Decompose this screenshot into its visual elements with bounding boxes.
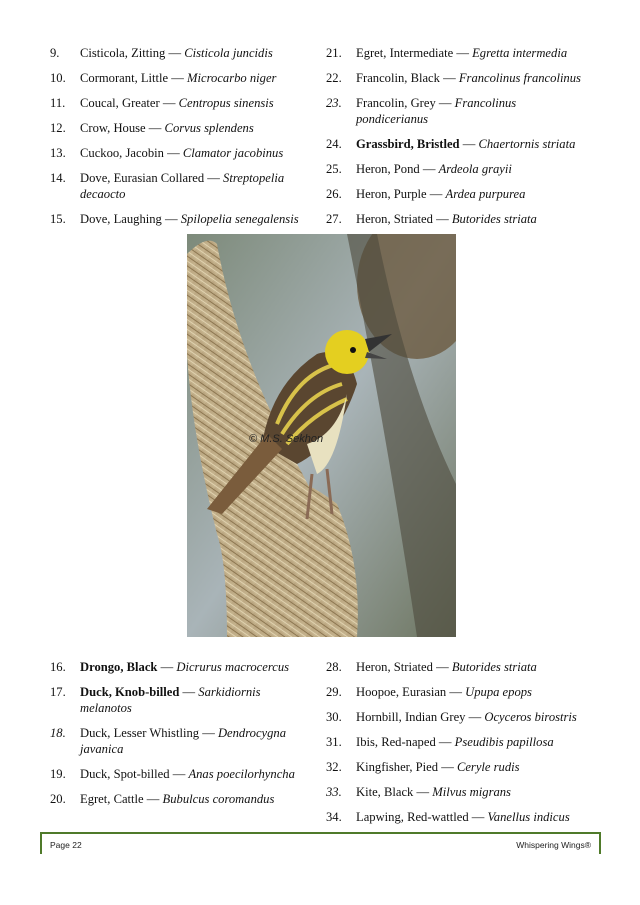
common-name: Dove, Laughing xyxy=(80,212,162,226)
common-name: Cuckoo, Jacobin xyxy=(80,146,164,160)
dash: — xyxy=(143,792,163,806)
species-list-top-left xyxy=(50,45,310,236)
item-number: 10. xyxy=(50,71,66,85)
scientific-name: Sarkidiornis melanotos xyxy=(80,685,261,715)
item-number: 30. xyxy=(326,710,342,724)
dash: — xyxy=(157,660,177,674)
scientific-name: Upupa epops xyxy=(465,685,532,699)
species-item xyxy=(50,684,312,716)
species-list-bottom-right xyxy=(326,659,596,834)
species-item xyxy=(50,120,310,136)
dash: — xyxy=(459,137,479,151)
item-text xyxy=(80,45,310,61)
species-item xyxy=(50,211,310,227)
item-text xyxy=(80,766,312,782)
species-item xyxy=(50,766,312,782)
item-number: 21. xyxy=(326,46,342,60)
common-name: Crow, House xyxy=(80,121,146,135)
item-number: 19. xyxy=(50,767,66,781)
item-text xyxy=(356,161,590,177)
common-name: Duck, Lesser Whistling xyxy=(80,726,200,740)
scientific-name: Clamator jacobinus xyxy=(182,146,284,160)
baya-weaver-photo xyxy=(187,234,456,637)
page-number: Page 22 xyxy=(50,840,82,850)
item-text xyxy=(356,136,590,152)
dash: — xyxy=(161,212,181,226)
item-number: 13. xyxy=(50,146,66,160)
item-text xyxy=(80,684,312,716)
scientific-name: Milvus migrans xyxy=(432,785,511,799)
common-name: Cormorant, Little xyxy=(80,71,169,85)
species-item xyxy=(50,70,310,86)
common-name: Egret, Intermediate xyxy=(356,46,454,60)
item-number: 34. xyxy=(326,810,342,824)
species-item xyxy=(50,659,312,675)
item-text xyxy=(356,95,590,127)
species-item xyxy=(326,211,590,227)
scientific-name: Pseudibis papillosa xyxy=(454,735,554,749)
species-list-top-right xyxy=(326,45,590,236)
dash: — xyxy=(453,46,473,60)
item-text xyxy=(80,120,310,136)
dash: — xyxy=(446,685,466,699)
dash: — xyxy=(426,187,446,201)
species-item xyxy=(326,684,596,700)
dash: — xyxy=(159,96,179,110)
common-name: Egret, Cattle xyxy=(80,792,144,806)
dash: — xyxy=(165,46,185,60)
dash: — xyxy=(163,146,183,160)
dash: — xyxy=(432,660,452,674)
item-text xyxy=(80,95,310,111)
common-name: Drongo, Black xyxy=(80,660,158,674)
common-name: Kingfisher, Pied xyxy=(356,760,439,774)
species-item xyxy=(50,95,310,111)
item-number: 22. xyxy=(326,71,342,85)
species-item xyxy=(326,659,596,675)
item-text xyxy=(356,186,590,202)
species-item xyxy=(50,791,312,807)
scientific-name: Dendrocygna javanica xyxy=(80,726,287,756)
item-text xyxy=(80,145,310,161)
dash: — xyxy=(413,785,433,799)
scientific-name: Butorides striata xyxy=(451,212,537,226)
common-name: Heron, Pond xyxy=(356,162,420,176)
species-item xyxy=(326,95,590,127)
item-number: 33. xyxy=(326,785,342,799)
item-text xyxy=(356,684,596,700)
species-item xyxy=(326,186,590,202)
item-text xyxy=(80,659,312,675)
item-number: 15. xyxy=(50,212,66,226)
common-name: Francolin, Grey xyxy=(356,96,436,110)
publication-name: Whispering Wings® xyxy=(516,840,591,850)
scientific-name: Francolinus pondicerianus xyxy=(356,96,517,126)
item-number: 9. xyxy=(50,46,60,60)
common-name: Hoopoe, Eurasian xyxy=(356,685,447,699)
scientific-name: Cisticola juncidis xyxy=(184,46,273,60)
species-list-bottom-left xyxy=(50,659,312,816)
item-text xyxy=(356,70,590,86)
dash: — xyxy=(465,710,485,724)
dash: — xyxy=(439,71,459,85)
common-name: Hornbill, Indian Grey xyxy=(356,710,466,724)
common-name: Ibis, Red-naped xyxy=(356,735,436,749)
scientific-name: Ceryle rudis xyxy=(456,760,520,774)
species-item xyxy=(326,709,596,725)
scientific-name: Butorides striata xyxy=(451,660,537,674)
common-name: Coucal, Greater xyxy=(80,96,160,110)
dash: — xyxy=(435,96,455,110)
common-name: Lapwing, Red-wattled xyxy=(356,810,469,824)
common-name: Kite, Black xyxy=(356,785,414,799)
species-item xyxy=(50,170,310,202)
item-text xyxy=(356,759,596,775)
dash: — xyxy=(468,810,488,824)
species-item xyxy=(326,784,596,800)
item-text xyxy=(356,784,596,800)
item-number: 14. xyxy=(50,171,66,185)
scientific-name: Anas poecilorhyncha xyxy=(188,767,295,781)
common-name: Duck, Spot-billed xyxy=(80,767,170,781)
scientific-name: Ardea purpurea xyxy=(445,187,526,201)
species-item xyxy=(50,45,310,61)
scientific-name: Chaertornis striata xyxy=(478,137,576,151)
item-number: 29. xyxy=(326,685,342,699)
item-number: 11. xyxy=(50,96,66,110)
dash: — xyxy=(179,685,199,699)
scientific-name: Bubulcus coromandus xyxy=(162,792,275,806)
dash: — xyxy=(438,760,457,774)
item-text xyxy=(80,211,310,227)
item-number: 27. xyxy=(326,212,342,226)
common-name: Heron, Purple xyxy=(356,187,427,201)
item-number: 24. xyxy=(326,137,342,151)
dash: — xyxy=(199,726,218,740)
scientific-name: Vanellus indicus xyxy=(487,810,570,824)
item-number: 18. xyxy=(50,726,66,740)
dash: — xyxy=(169,767,189,781)
common-name: Dove, Eurasian Collared xyxy=(80,171,205,185)
item-number: 23. xyxy=(326,96,342,110)
dash: — xyxy=(168,71,188,85)
species-item xyxy=(326,45,590,61)
scientific-name: Spilopelia senegalensis xyxy=(180,212,299,226)
scientific-name: Egretta intermedia xyxy=(472,46,568,60)
common-name: Cisticola, Zitting xyxy=(80,46,166,60)
scientific-name: Francolinus francolinus xyxy=(458,71,581,85)
common-name: Francolin, Black xyxy=(356,71,440,85)
item-number: 28. xyxy=(326,660,342,674)
item-text xyxy=(80,170,310,202)
species-item xyxy=(326,809,596,825)
common-name: Grassbird, Bristled xyxy=(356,137,460,151)
scientific-name: Ardeola grayii xyxy=(438,162,512,176)
species-item xyxy=(326,161,590,177)
item-number: 31. xyxy=(326,735,342,749)
item-number: 12. xyxy=(50,121,66,135)
common-name: Duck, Knob-billed xyxy=(80,685,180,699)
item-text xyxy=(356,659,596,675)
dash: — xyxy=(419,162,439,176)
photo-watermark: © M.S. Sekhon xyxy=(249,433,324,445)
item-number: 16. xyxy=(50,660,66,674)
scientific-name: Microcarbo niger xyxy=(187,71,277,85)
species-item xyxy=(50,725,312,757)
dash: — xyxy=(204,171,224,185)
item-number: 32. xyxy=(326,760,342,774)
item-text xyxy=(80,725,312,757)
common-name: Heron, Striated xyxy=(356,660,433,674)
item-text xyxy=(356,809,596,825)
species-item xyxy=(326,759,596,775)
dash: — xyxy=(145,121,165,135)
species-item xyxy=(326,70,590,86)
item-text xyxy=(356,45,590,61)
dash: — xyxy=(432,212,452,226)
item-number: 20. xyxy=(50,792,66,806)
item-text xyxy=(356,211,590,227)
item-text xyxy=(80,791,312,807)
species-item xyxy=(326,136,590,152)
scientific-name: Ocyceros birostris xyxy=(484,710,577,724)
page-footer xyxy=(40,832,601,854)
item-number: 25. xyxy=(326,162,342,176)
common-name: Heron, Striated xyxy=(356,212,433,226)
item-number: 17. xyxy=(50,685,66,699)
scientific-name: Dicrurus macrocercus xyxy=(176,660,290,674)
species-item xyxy=(326,734,596,750)
scientific-name: Corvus splendens xyxy=(164,121,254,135)
scientific-name: Centropus sinensis xyxy=(178,96,274,110)
species-item xyxy=(50,145,310,161)
item-number: 26. xyxy=(326,187,342,201)
scientific-name: Streptopelia decaocto xyxy=(80,171,285,201)
item-text xyxy=(80,70,310,86)
item-text xyxy=(356,734,596,750)
dash: — xyxy=(435,735,455,749)
item-text xyxy=(356,709,596,725)
